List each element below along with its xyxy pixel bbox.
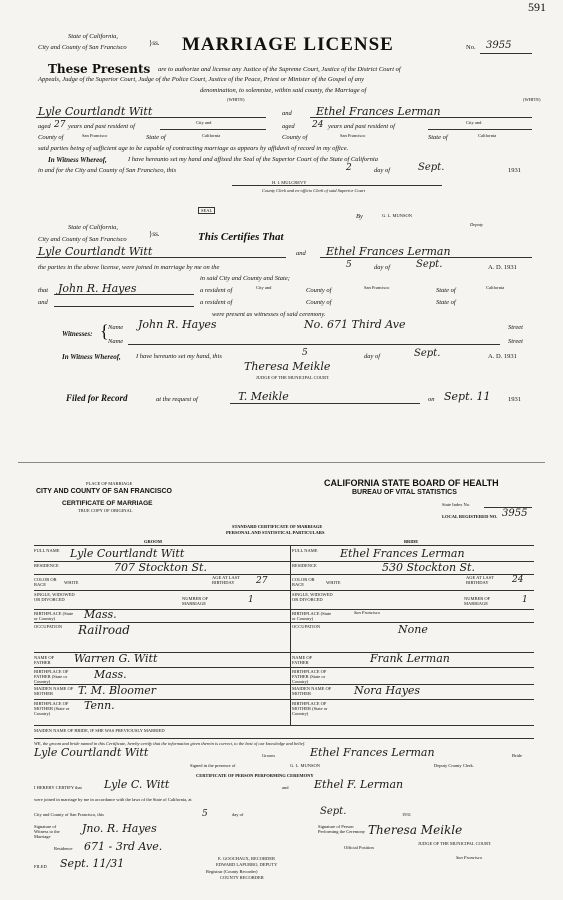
g-row-7: [34, 667, 290, 668]
witnesses-brace: {: [100, 321, 109, 341]
license-bride-name: Ethel Frances Lerman: [316, 105, 441, 118]
groom-mother-birthplace-label: BIRTHPLACE OF MOTHER (State or Country): [34, 701, 70, 716]
g-row-8: [34, 684, 290, 685]
license-witness-text: I have hereunto set my hand and affixed the Seal of the Superior Court of the State of California: [128, 156, 378, 163]
bride-color: WHITE: [326, 580, 341, 585]
cert-city-and: City and: [256, 285, 272, 290]
bride-state: California: [478, 133, 497, 138]
bride-age: 24: [312, 120, 324, 130]
bride-resident-line: [428, 129, 532, 130]
license-witness-text-2: in and for the City and County of San Francisco, this: [38, 167, 177, 174]
g-row-5: [34, 622, 290, 623]
cert-witness-line: [54, 294, 194, 295]
groom-city-and: City and: [196, 120, 212, 125]
official-position: JUDGE OF THE MUNICIPAL COURT.: [418, 841, 492, 846]
filed-text: at the request of: [156, 396, 198, 403]
section-divider: [18, 462, 545, 463]
iw-month: Sept.: [414, 348, 441, 359]
groom-father-birthplace: Mass.: [94, 668, 127, 681]
cert-year-final: 1931: [402, 812, 411, 817]
cert-day-final: 5: [202, 809, 208, 819]
iw-day-of: day of: [364, 353, 381, 360]
bride-full-name: Ethel Frances Lerman: [340, 547, 465, 560]
b-row-4: [290, 609, 534, 610]
joined-text: were joined in marriage by me in accordance with the laws of the State of California, at: [34, 797, 192, 802]
bride-header: BRIDE: [404, 539, 419, 544]
cert-county: San Francisco: [364, 285, 390, 290]
groom-age-label: AGE AT LAST BIRTHDAY: [212, 575, 240, 585]
sig-bride-label: Bride: [512, 753, 522, 758]
groom-mother-birthplace: Tenn.: [84, 699, 115, 712]
witnesses-label: Witnesses:: [62, 330, 93, 338]
years-resident-bride: years and past resident of: [328, 123, 395, 130]
clerk-line: [232, 185, 442, 186]
filed-heading: Filed for Record: [66, 393, 128, 403]
residence-sf: San Francisco: [456, 855, 483, 860]
registrar-label: Registrar (County Recorder): [206, 869, 258, 874]
and-label: and: [38, 299, 48, 306]
bride-residence-label: RESIDENCE: [292, 563, 317, 568]
bride-age-label: AGE AT LAST BIRTHDAY: [466, 575, 494, 585]
witness-residence: 671 - 3rd Ave.: [84, 840, 163, 853]
license-day-of: day of: [374, 167, 391, 174]
bride-occupation: None: [398, 623, 428, 636]
license-day: 2: [346, 163, 352, 173]
g-row-3: [34, 590, 290, 591]
bride-father-birthplace-label: BIRTHPLACE OF FATHER (State or Country): [292, 669, 327, 684]
state-index-label: State Index No.: [442, 502, 471, 507]
name-label-2: Name: [108, 338, 124, 345]
groom-full-name: Lyle Courtlandt Witt: [70, 547, 185, 560]
license-number-line: [480, 53, 532, 54]
cert-year: A. D. 1931: [488, 264, 517, 271]
state-of-cert-2: State of: [436, 299, 456, 306]
groom-birthplace-label: BIRTHPLACE (State or Country): [34, 611, 74, 621]
state-of-cert: State of: [436, 287, 456, 294]
bride-color-label: COLOR OR RACE: [292, 577, 315, 587]
license-state-label: State of California,: [68, 33, 119, 40]
city-county-state: in said City and County and State;: [200, 275, 290, 282]
presents-heading: These Presents: [48, 62, 151, 76]
groom-mother: T. M. Bloomer: [78, 684, 157, 697]
judge-signature: Theresa Meikle: [244, 360, 331, 373]
cert-bride-short: Ethel F. Lerman: [314, 778, 404, 791]
years-resident-groom: years and past resident of: [68, 123, 135, 130]
street-label-2: Street: [508, 338, 523, 345]
bride-age-value: 24: [512, 575, 524, 585]
county-of-bride: County of: [282, 134, 308, 141]
cert-city-county: City and County of San Francisco: [38, 236, 127, 243]
license-witness-heading: In Witness Whereof,: [48, 156, 107, 164]
place-value: CITY AND COUNTY OF SAN FRANCISCO: [36, 488, 172, 495]
page-number: 591: [528, 0, 546, 14]
cert-day-of-final: day of: [232, 812, 244, 817]
sig-groom-label: Groom: [262, 753, 275, 758]
clerk-title: County Clerk and ex-officio Clerk of said Superior Court: [262, 188, 365, 193]
license-number: 3955: [486, 40, 512, 51]
hereby-certify: I HEREBY CERTIFY that: [34, 785, 82, 790]
hereby-and: and: [282, 785, 289, 790]
aged-label-bride: aged: [282, 123, 295, 130]
cert-title: CERTIFICATE OF MARRIAGE: [62, 500, 153, 507]
deputy-clerk: G. L. MUNSON: [290, 763, 321, 768]
cert-day: 5: [346, 260, 352, 270]
cert-bride-line: [320, 257, 532, 258]
on-label: on: [428, 396, 435, 403]
bride-residence: 530 Stockton St.: [382, 561, 475, 574]
filed-date: Sept. 11: [444, 390, 491, 403]
sig-groom: Lyle Courtlandt Witt: [34, 746, 149, 759]
groom-father: Warren G. Witt: [74, 652, 158, 665]
sig-bride: Ethel Frances Lerman: [310, 746, 435, 759]
that-label: that: [38, 287, 49, 294]
license-seal: SEAL: [198, 207, 215, 214]
groom-state: California: [202, 133, 221, 138]
g-row-9: [34, 699, 290, 700]
official-position-label: Official Position: [344, 845, 374, 850]
race-groom: (WHITE): [227, 97, 245, 102]
recorder: E. GOOCHAUX, RECORDER: [218, 856, 276, 861]
parties-text: the parties in the above license, were joined in marriage by me on the: [38, 264, 220, 271]
groom-age: 27: [54, 120, 66, 130]
g-row-2: [34, 574, 290, 575]
race-bride: (WHITE): [523, 97, 541, 102]
deputy-label: Deputy: [470, 222, 483, 227]
witness-address: No. 671 Third Ave: [304, 318, 406, 331]
groom-number-label: NUMBER OF MARRIAGE: [182, 596, 209, 606]
cert-state: California: [486, 285, 505, 290]
groom-occupation-label: OCCUPATION: [34, 624, 63, 629]
particulars: PERSONAL AND STATISTICAL PARTICULARS: [226, 530, 325, 535]
cert-day-of: day of: [374, 264, 391, 271]
groom-age-value: 27: [256, 576, 268, 586]
license-and: and: [282, 110, 292, 117]
clerk-name: H. I. MULCREVY: [272, 180, 307, 185]
certifies-heading: This Certifies That: [198, 231, 284, 243]
table-center: [290, 545, 291, 725]
true-copy: TRUE COPY OF ORIGINAL: [78, 508, 133, 513]
groom-mother-label: MAIDEN NAME OF MOTHER: [34, 686, 74, 696]
cert-state-label: State of California,: [68, 224, 119, 231]
table-top: [34, 545, 534, 546]
deputy-name: G. L. MUNSON: [382, 213, 413, 218]
local-registered-label: LOCAL REGISTERED NO.: [442, 514, 498, 519]
license-groom-name: Lyle Courtlandt Witt: [38, 105, 153, 118]
iw-year: A. D. 1931: [488, 353, 517, 360]
recorder-2: EDWARD LAPURRO, DEPUTY: [216, 862, 278, 867]
groom-father-birthplace-label: BIRTHPLACE OF FATHER (State or Country): [34, 669, 69, 684]
g-row-6: [34, 652, 290, 653]
contract-text: said parties being of sufficient age to be capable of contracting marriage as appears by affidavit of record in my office.: [38, 145, 349, 152]
performer-sig: Theresa Meikle: [368, 823, 463, 837]
groom-color: WHITE: [64, 580, 79, 585]
witness-sig: Jno. R. Hayes: [82, 822, 157, 835]
cert-groom: Lyle Courtlandt Witt: [38, 245, 153, 258]
cert-brace: }ss.: [149, 230, 160, 238]
cert-month: Sept.: [416, 259, 443, 270]
iw-text: I have hereunto set my hand, this: [136, 353, 222, 360]
iw-heading: In Witness Whereof,: [62, 353, 121, 361]
city-county-sf: City and County of San Francisco, this: [34, 812, 104, 817]
license-brace: }ss.: [149, 39, 160, 47]
bride-name-line: [310, 117, 532, 118]
bride-occupation-label: OCCUPATION: [292, 624, 321, 629]
state-of-bride: State of: [428, 134, 448, 141]
g-row-4: [34, 609, 290, 610]
bride-birthplace-label: BIRTHPLACE (State or Country): [292, 611, 332, 621]
filed-date-bottom: Sept. 11/31: [60, 857, 125, 870]
bride-number: 1: [522, 595, 528, 605]
name-label-1: Name: [108, 324, 124, 331]
b-row-3: [290, 590, 534, 591]
license-title: MARRIAGE LICENSE: [182, 34, 394, 55]
standard-title: STANDARD CERTIFICATE OF MARRIAGE: [232, 524, 323, 529]
iw-day: 5: [302, 348, 308, 358]
bride-marital-label: SINGLE, WIDOWED OR DIVORCED: [292, 592, 333, 602]
groom-color-label: COLOR OR RACE: [34, 577, 57, 587]
aged-label-groom: aged: [38, 123, 51, 130]
cert-month-final: Sept.: [320, 806, 347, 817]
performer-sig-label: Signature of Person Performing the Ceremony: [318, 824, 365, 834]
witness-2-line: [128, 344, 500, 345]
cert-witness-1: John R. Hayes: [58, 282, 137, 295]
bride-city-and: City and: [466, 120, 482, 125]
local-number: 3955: [502, 508, 528, 519]
groom-father-label: NAME OF FATHER: [34, 655, 55, 665]
bride-mother: Nora Hayes: [354, 684, 421, 697]
license-year: 1931: [508, 167, 521, 174]
bride-birthplace: San Francisco: [354, 610, 381, 615]
residence-label-bottom: Residence: [54, 846, 73, 851]
b-row-9: [290, 699, 534, 700]
filed-by: T. Meikle: [238, 390, 289, 403]
bride-full-name-label: FULL NAME: [292, 548, 318, 553]
place-label: PLACE OF MARRIAGE: [86, 481, 133, 486]
resident-of-1: a resident of: [200, 287, 233, 294]
groom-residence-label: RESIDENCE: [34, 563, 59, 568]
presents-text-1: are to authorize and license any Justice of the Supreme Court, Justice of the District Court of: [158, 66, 401, 73]
cert-groom-short: Lyle C. Witt: [104, 778, 170, 791]
maiden-label: MAIDEN NAME OF BRIDE, IF SHE WAS PREVIOUSLY MARRIED: [34, 728, 165, 733]
filed-label-bottom: FILED: [34, 864, 47, 869]
witnesses-text: were present as witnesses of said ceremony.: [212, 311, 326, 318]
groom-marital-label: SINGLE, WIDOWED OR DIVORCED: [34, 592, 75, 602]
street-label-1: Street: [508, 324, 523, 331]
groom-birthplace: Mass.: [84, 608, 117, 621]
groom-occupation: Railroad: [78, 623, 130, 637]
license-month: Sept.: [418, 162, 445, 173]
license-number-label: No.: [466, 44, 476, 51]
groom-county: San Francisco: [82, 133, 108, 138]
bride-mother-birthplace-label: BIRTHPLACE OF MOTHER (State or Country): [292, 701, 328, 716]
groom-resident-line: [160, 129, 266, 130]
bride-father: Frank Lerman: [370, 652, 450, 665]
performing-title: CERTIFICATE OF PERSON PERFORMING CEREMONY: [196, 773, 314, 778]
board-title: CALIFORNIA STATE BOARD OF HEALTH: [324, 478, 499, 488]
state-of-groom: State of: [146, 134, 166, 141]
cert-bride: Ethel Frances Lerman: [326, 245, 451, 258]
cert-witness-2-line: [54, 306, 194, 307]
presents-text-2: Appeals, Judge of the Superior Court, Judge of the Police Court, Justice of the Peace, Priest or Minister of the Gospel of any: [38, 76, 365, 83]
county-of-cert-2: County of: [306, 299, 332, 306]
we-certify: WE, the groom and bride named in this Certificate, hereby certify that the information given therein is correct, to the best of our knowledge and belief.: [34, 741, 306, 746]
sig-witness-label: Signature of Witness to the Marriage: [34, 824, 60, 839]
bride-father-label: NAME OF FATHER: [292, 655, 313, 665]
signed-presence: Signed in the presence of: [190, 763, 236, 768]
resident-of-2: a resident of: [200, 299, 233, 306]
groom-name-line: [36, 117, 266, 118]
filed-by-line: [230, 403, 420, 404]
groom-number: 1: [248, 595, 254, 605]
bride-county: San Francisco: [340, 133, 366, 138]
groom-header: GROOM: [144, 539, 162, 544]
deputy-clerk-label: Deputy County Clerk.: [434, 763, 474, 768]
filed-year: 1931: [508, 396, 521, 403]
bride-mother-label: MAIDEN NAME OF MOTHER: [292, 686, 332, 696]
county-of-groom: County of: [38, 134, 64, 141]
b-row-7: [290, 667, 534, 668]
groom-residence: 707 Stockton St.: [114, 561, 207, 574]
presents-text-3: denomination, to solemnize, within said county, the Marriage of: [200, 87, 367, 94]
cert-groom-line: [36, 257, 286, 258]
witness-name-signed: John R. Hayes: [138, 318, 217, 331]
by-label: By: [356, 213, 363, 220]
bureau: BUREAU OF VITAL STATISTICS: [352, 489, 457, 496]
judge-title: JUDGE OF THE MUNICIPAL COURT.: [256, 375, 330, 380]
table-bottom: [34, 725, 534, 726]
license-city-county: City and County of San Francisco: [38, 44, 127, 51]
groom-full-name-label: FULL NAME: [34, 548, 60, 553]
recorder-3: COUNTY RECORDER: [220, 875, 264, 880]
cert-and: and: [296, 250, 306, 257]
maiden-line: [34, 738, 534, 739]
bride-number-label: NUMBER OF MARRIAGE: [464, 596, 491, 606]
county-of-cert: County of: [306, 287, 332, 294]
